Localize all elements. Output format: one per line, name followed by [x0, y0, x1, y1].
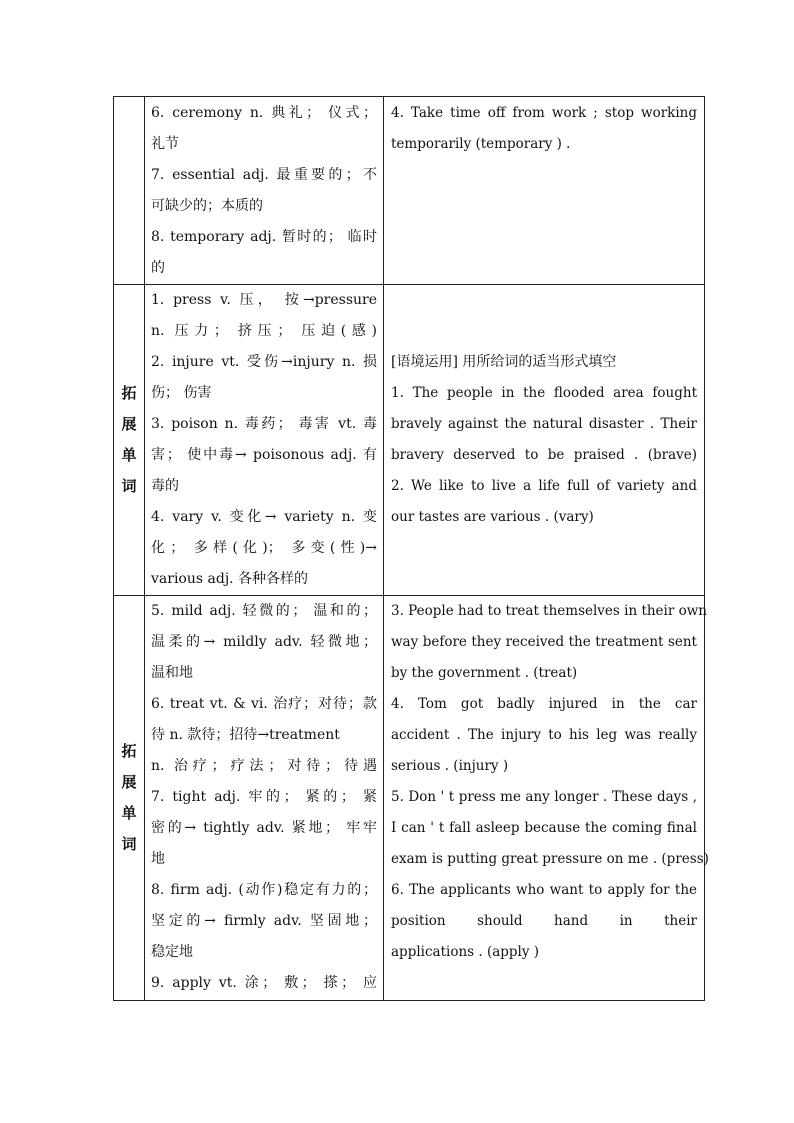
exercise-line: bravely against the natural disaster . Their	[391, 416, 697, 432]
word-list-cell	[145, 285, 384, 596]
entry-line: 毒的	[151, 478, 179, 494]
table-row	[114, 97, 705, 285]
exercise-cell	[384, 97, 705, 285]
entry-line: 坚定的→ firmly adv. 坚固地；	[151, 913, 377, 929]
entry-line: 4. vary v. 变化→ variety n. 变	[151, 509, 377, 525]
exercise-line: serious . (injury )	[391, 758, 509, 774]
entry-line: 9. apply vt. 涂； 敷； 搽； 应	[151, 975, 377, 991]
exercise-line: 1. The people in the flooded area fought	[391, 385, 697, 401]
table-row	[114, 596, 705, 1001]
entry-line: 密的→ tightly adv. 紧地； 牢牢	[151, 820, 377, 836]
word-list-cell	[145, 97, 384, 285]
entry-line: n. 压力； 挤压； 压迫(感)	[151, 323, 377, 339]
exercise-line: 6. The applicants who want to apply for the	[391, 882, 697, 898]
entry-line: 8. temporary adj. 暂时的； 临时	[151, 229, 377, 245]
exercise-line: way before they received the treatment sent	[391, 634, 697, 650]
exercise-line: 2. We like to live a life full of variety and	[391, 478, 697, 494]
exercise-line: 4. Take time off from work ; stop working	[391, 105, 697, 121]
entry-line: 6. treat vt. & vi. 治疗；对待；款	[151, 696, 377, 712]
exercise-line	[391, 316, 697, 347]
exercise-line	[391, 285, 697, 316]
entry-line: 待 n. 款待；招待→treatment	[151, 727, 340, 743]
exercise-line: I can ' t fall asleep because the coming final	[391, 820, 697, 836]
exercise-cell	[384, 285, 705, 596]
entry-line: 7. essential adj. 最重要的；不	[151, 167, 377, 183]
entry-line: 8. firm adj. (动作)稳定有力的；	[151, 882, 377, 898]
entry-line: n. 治疗；疗法；对待；待遇	[151, 758, 377, 774]
exercise-line: applications . (apply )	[391, 944, 540, 960]
entry-line: 1. press v. 压， 按→pressure	[151, 292, 377, 308]
entry-line: 害； 使中毒→ poisonous adj. 有	[151, 447, 377, 463]
entry-line: 礼节	[151, 136, 179, 152]
entry-line: 2. injure vt. 受伤→injury n. 损	[151, 354, 377, 370]
entry-line: 3. poison n. 毒药； 毒害 vt. 毒	[151, 416, 377, 432]
section-label-cell	[114, 285, 145, 596]
section-label: 拓展单词	[121, 384, 137, 495]
entry-line: 的	[151, 260, 165, 276]
entry-line: 稳定地	[151, 944, 193, 960]
exercise-line: 4. Tom got badly injured in the car	[391, 696, 697, 712]
entry-line: 6. ceremony n. 典礼； 仪式；	[151, 105, 377, 121]
exercise-cell	[384, 596, 709, 1001]
table-row	[114, 285, 705, 596]
entry-line: 伤； 伤害	[151, 385, 212, 401]
section-label: 拓展单词	[121, 742, 137, 853]
exercise-line: bravery deserved to be praised . (brave)	[391, 447, 697, 463]
vocabulary-table	[113, 96, 709, 1001]
entry-line: 地	[151, 851, 165, 867]
entry-line: 可缺少的；本质的	[151, 198, 263, 214]
word-list-cell	[145, 596, 384, 1001]
exercise-line: position should hand in their	[391, 913, 697, 929]
exercise-line: by the government . (treat)	[391, 665, 578, 681]
entry-line: 化； 多样(化)； 多变(性)→	[151, 540, 377, 556]
exercise-line: our tastes are various . (vary)	[391, 509, 594, 525]
exercise-line: accident . The injury to his leg was really	[391, 727, 697, 743]
entry-line: 5. mild adj. 轻微的； 温和的；	[151, 603, 377, 619]
section-label-cell	[114, 97, 145, 285]
exercise-heading: [语境运用] 用所给词的适当形式填空	[391, 354, 617, 370]
exercise-line: 3. People had to treat themselves in their own	[391, 603, 707, 619]
section-label-cell	[114, 596, 145, 1001]
exercise-line: exam is putting great pressure on me . (press)	[391, 851, 709, 867]
entry-line: 温和地	[151, 665, 193, 681]
entry-line: 温柔的→ mildly adv. 轻微地；	[151, 634, 377, 650]
exercise-line: temporarily (temporary ) .	[391, 136, 571, 152]
entry-line: 7. tight adj. 牢的； 紧的； 紧	[151, 789, 377, 805]
entry-line: various adj. 各种各样的	[151, 571, 309, 587]
exercise-line: 5. Don ' t press me any longer . These days ,	[391, 789, 697, 805]
